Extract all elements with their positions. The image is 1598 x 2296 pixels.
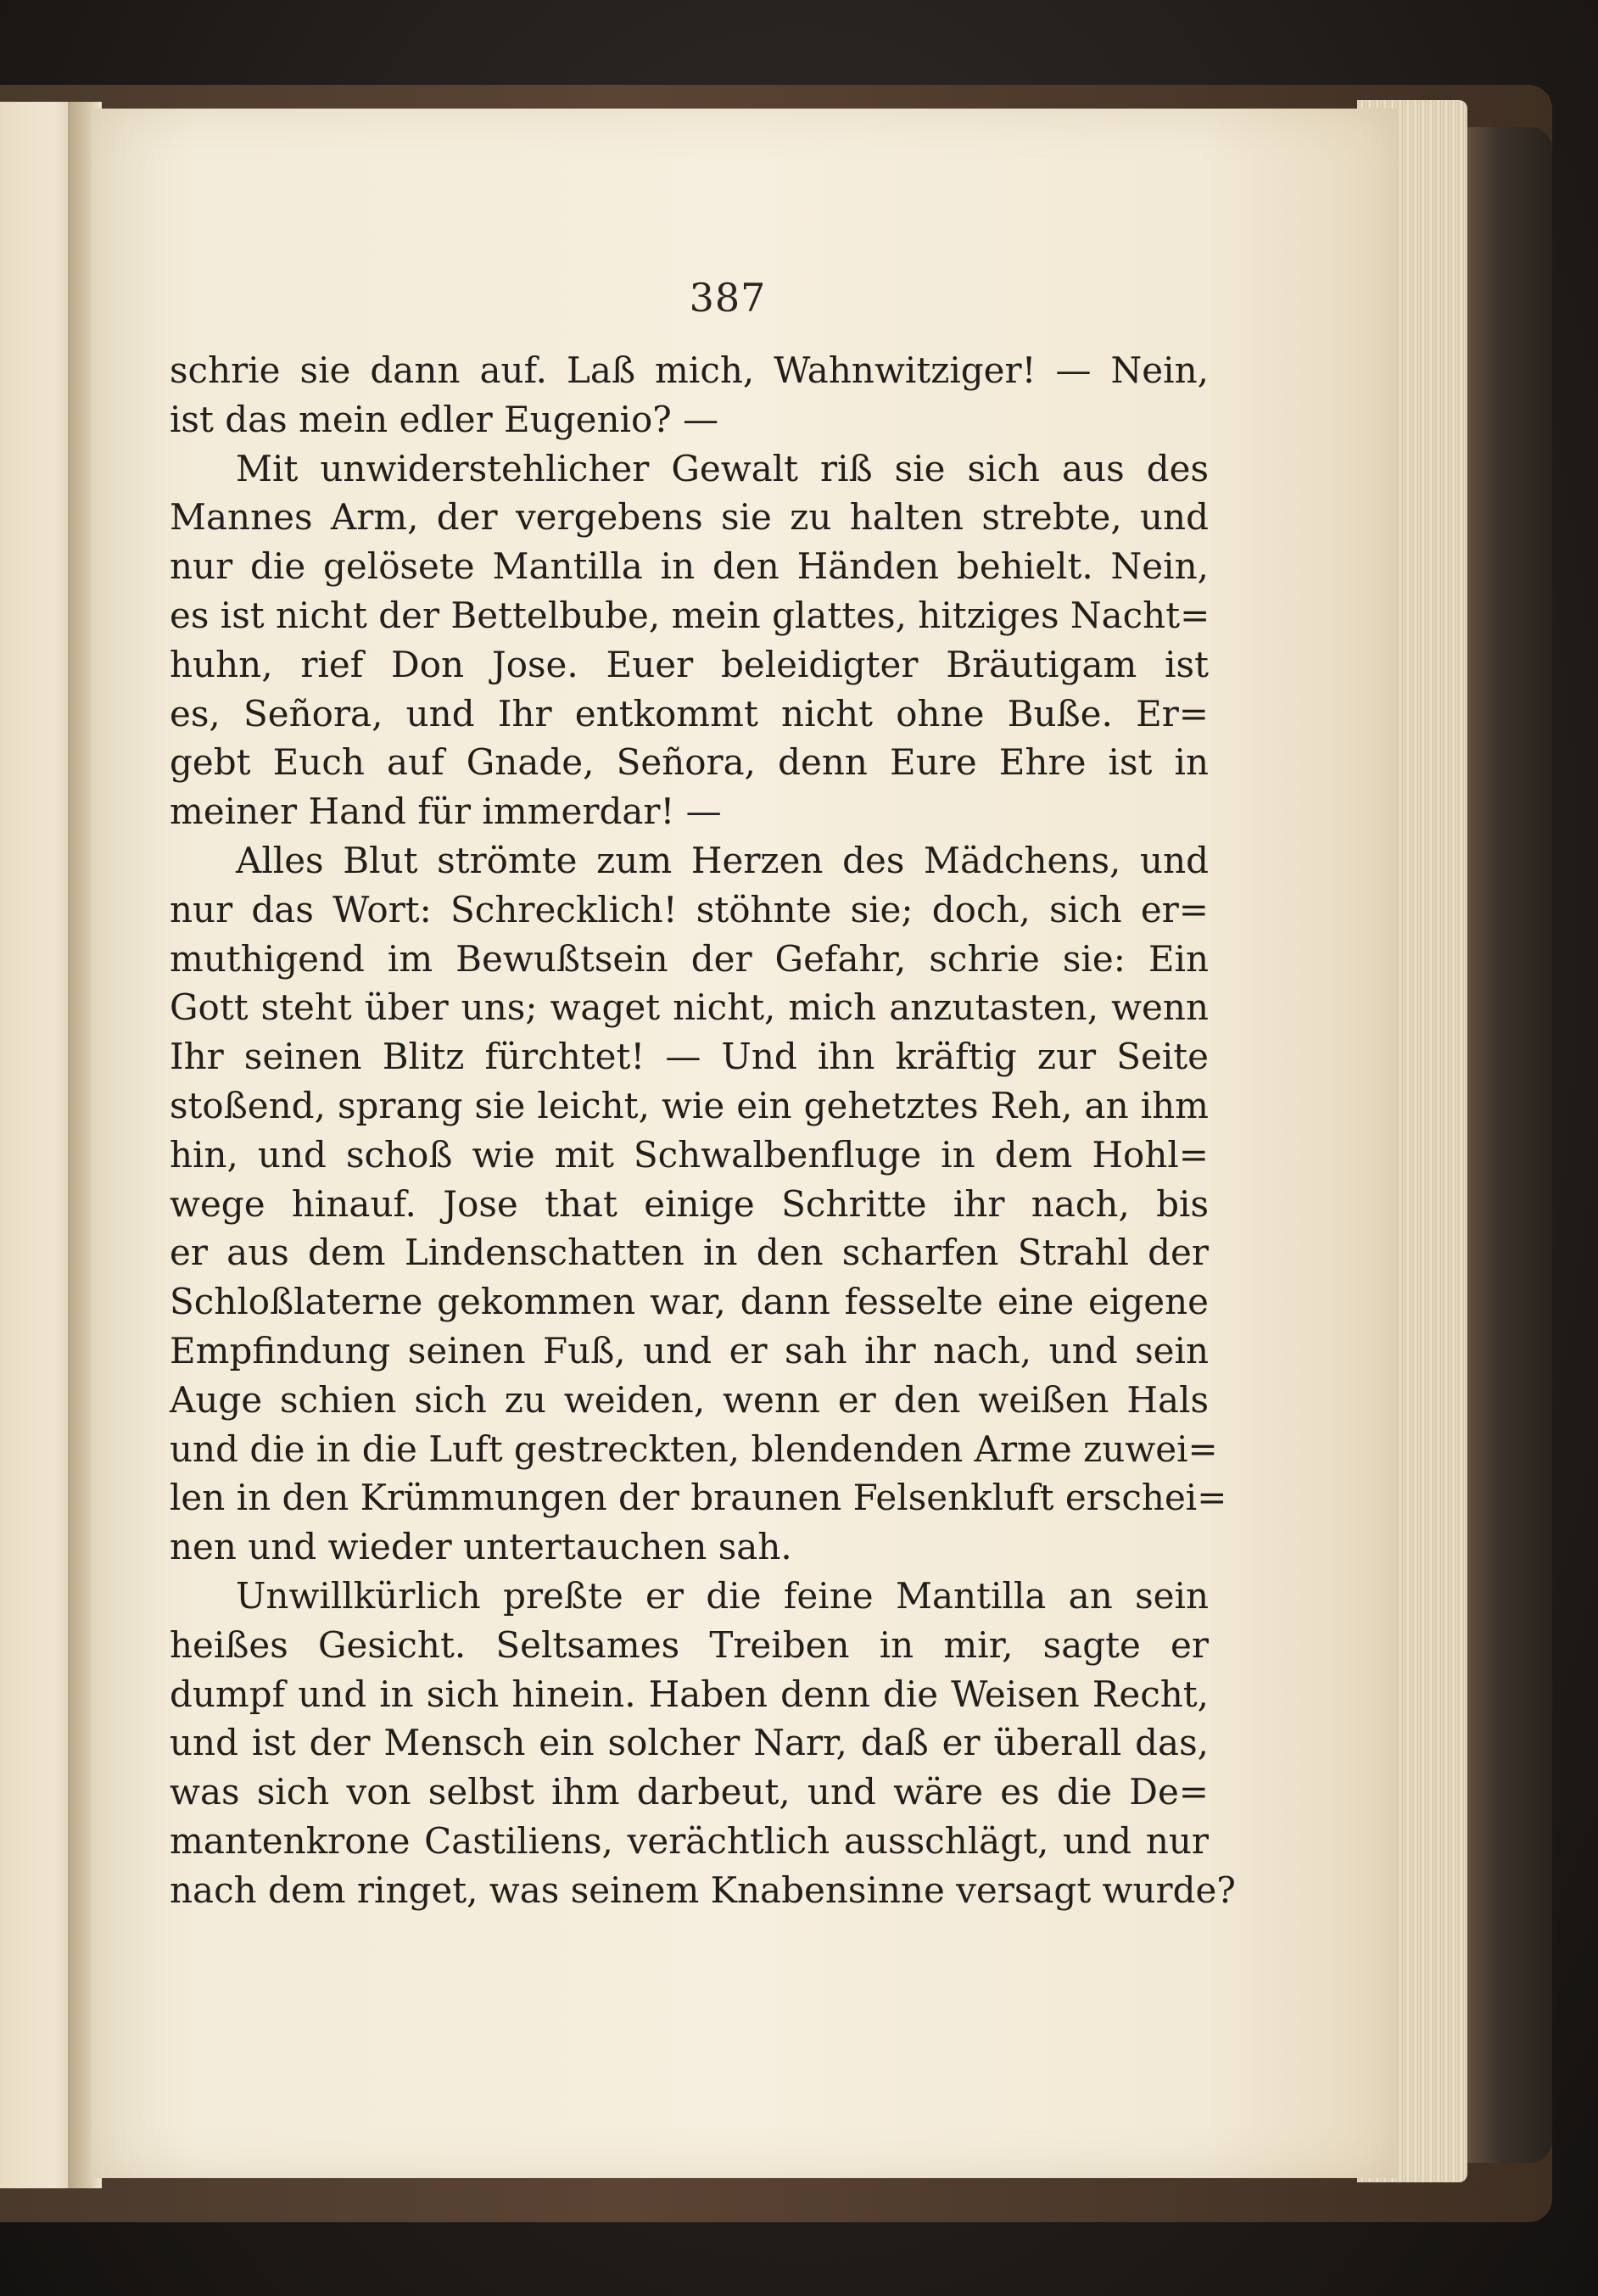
text-line: huhn, rief Don Jose. Euer beleidigter Bräutigam ist (170, 643, 1209, 685)
text-line: Mit unwiderstehlicher Gewalt riß sie sich aus des (236, 447, 1209, 489)
text-line: dumpf und in sich hinein. Haben denn die Weisen Recht, (170, 1673, 1209, 1715)
text-line: Unwillkürlich preßte er die feine Mantilla an sein (236, 1574, 1209, 1617)
book-board-edge (1459, 127, 1552, 2163)
text-line: hin, und schoß wie mit Schwalbenfluge in dem Hohl= (170, 1133, 1209, 1176)
text-line: muthigend im Bewußtsein der Gefahr, schrie sie: Ein (170, 937, 1209, 980)
text-line: Schloßlaterne gekommen war, dann fesselte eine eigene (170, 1281, 1209, 1323)
text-line: len in den Krümmungen der braunen Felsenkluft erschei= (170, 1477, 1227, 1519)
text-line: und die in die Luft gestreckten, blendenden Arme zuwei= (170, 1427, 1218, 1470)
text-line: Alles Blut strömte zum Herzen des Mädchens, und (236, 839, 1209, 881)
text-line: Ihr seinen Blitz fürchtet! — Und ihn kräftig zur Seite (170, 1036, 1209, 1078)
text-line: nen und wieder untertauchen sah. (170, 1526, 792, 1568)
page-number: 387 (689, 275, 767, 321)
text-line: es ist nicht der Bettelbube, mein glattes, hitziges Nacht= (170, 594, 1210, 636)
text-line: heißes Gesicht. Seltsames Treiben in mir, sagte er (170, 1623, 1209, 1666)
text-line: Gott steht über uns; waget nicht, mich anzutasten, wenn (170, 986, 1209, 1029)
facing-page (0, 102, 78, 2188)
text-line: nach dem ringet, was seinem Knabensinne versagt wurde? (170, 1869, 1236, 1911)
text-line: Mannes Arm, der vergebens sie zu halten strebte, und (170, 496, 1209, 539)
book-page (92, 109, 1398, 2178)
text-line: ist das mein edler Eugenio? — (170, 398, 719, 440)
text-line: er aus dem Lindenschatten in den scharfen Strahl der (170, 1232, 1209, 1274)
text-line: Auge schien sich zu weiden, wenn er den weißen Hals (170, 1378, 1209, 1421)
page-text (170, 346, 1236, 1915)
text-line: mantenkrone Castiliens, verächtlich ausschlägt, und nur (170, 1819, 1209, 1862)
text-line: schrie sie dann auf. Laß mich, Wahnwitziger! — Nein, (170, 349, 1209, 391)
text-line: nur die gelösete Mantilla in den Händen behielt. Nein, (170, 545, 1209, 588)
text-line: stoßend, sprang sie leicht, wie ein gehetztes Reh, an ihm (170, 1084, 1209, 1126)
text-line: nur das Wort: Schrecklich! stöhnte sie; doch, sich er= (170, 888, 1209, 930)
text-line: gebt Euch auf Gnade, Señora, denn Eure Ehre ist in (170, 741, 1209, 784)
text-line: und ist der Mensch ein solcher Narr, daß er überall das, (170, 1722, 1209, 1764)
text-line: wege hinauf. Jose that einige Schritte ihr nach, bis (170, 1182, 1209, 1225)
text-line: was sich von selbst ihm darbeut, und wäre es die De= (170, 1771, 1209, 1813)
text-line: meiner Hand für immerdar! — (170, 790, 722, 833)
text-line: es, Señora, und Ihr entkommt nicht ohne Buße. Er= (170, 692, 1209, 735)
text-line: Empfindung seinen Fuß, und er sah ihr nach, und sein (170, 1329, 1209, 1371)
